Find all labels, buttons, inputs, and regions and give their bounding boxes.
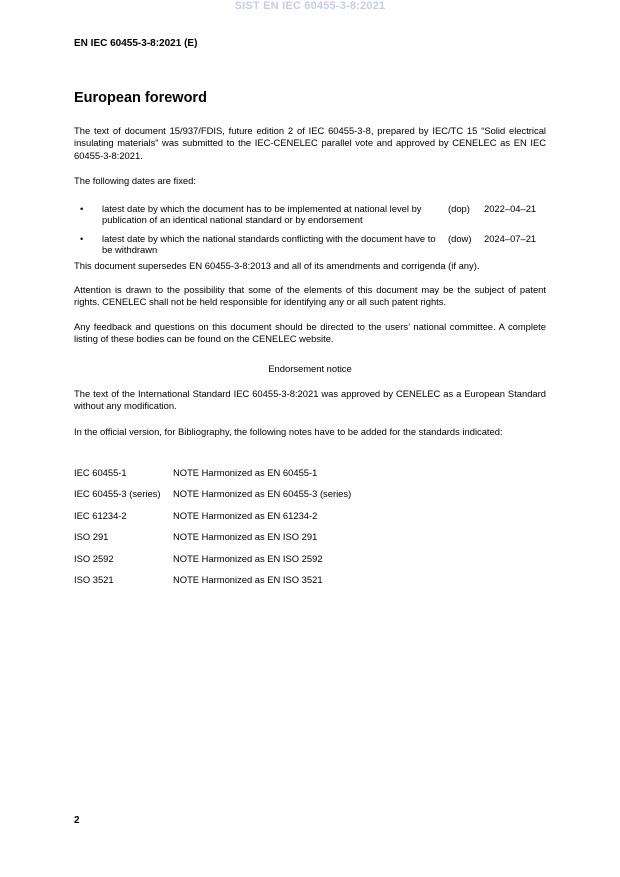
endorsement-paragraph: The text of the International Standard IEC 60455-3-8:2021 was approved by CENELEC as a European Standard without any modification.: [74, 388, 546, 412]
supersedes-paragraph: This document supersedes EN 60455-3-8:2013 and all of its amendments and corrigenda (if any).: [74, 260, 480, 271]
standard-code: ISO 2592: [74, 553, 114, 564]
feedback-paragraph: Any feedback and questions on this document should be directed to the users’ national committee. A complete listing of these bodies can be found on the CENELEC website.: [74, 321, 546, 345]
date-item-date: 2024–07–21: [484, 233, 537, 244]
intro-paragraph: The text of document 15/937/FDIS, future edition 2 of IEC 60455-3-8, prepared by IEC/TC 15 “Solid electrical insulating materials” was submitted to the IEC-CENELEC parallel vote and approved by CENELEC as EN IEC 60455-3-8:2021.: [74, 125, 546, 161]
date-item-text: latest date by which the document has to be implemented at national level by publication of an identical national standard or by endorsement: [102, 203, 422, 225]
standard-note: NOTE Harmonized as EN 60455-3 (series): [173, 488, 352, 499]
document-header: EN IEC 60455-3-8:2021 (E): [74, 38, 198, 49]
standard-note: NOTE Harmonized as EN ISO 3521: [173, 574, 323, 585]
standard-note: NOTE Harmonized as EN 60455-1: [173, 467, 318, 478]
endorsement-heading: Endorsement notice: [268, 363, 352, 374]
bibliography-intro: In the official version, for Bibliography, the following notes have to be added for the standards indicated:: [74, 426, 503, 437]
date-item-text: latest date by which the national standards conflicting with the document have to be withdrawn: [102, 233, 436, 255]
standard-note: NOTE Harmonized as EN 61234-2: [173, 510, 318, 521]
standard-note: NOTE Harmonized as EN ISO 2592: [173, 553, 323, 564]
page-number: 2: [74, 815, 80, 826]
bullet-icon: •: [80, 233, 84, 244]
watermark: SIST EN IEC 60455-3-8:2021: [234, 0, 386, 12]
standard-note: NOTE Harmonized as EN ISO 291: [173, 531, 318, 542]
attention-paragraph: Attention is drawn to the possibility that some of the elements of this document may be the subject of patent rights. CENELEC shall not be held responsible for identifying any or all such patent rights.: [74, 284, 546, 308]
date-item-tag: (dow): [448, 233, 472, 244]
dates-intro: The following dates are fixed:: [74, 175, 196, 186]
standard-code: IEC 61234-2: [74, 510, 127, 521]
page-title: European foreword: [74, 90, 207, 106]
standard-code: ISO 3521: [74, 574, 114, 585]
date-item-tag: (dop): [448, 203, 470, 214]
date-item-date: 2022–04–21: [484, 203, 537, 214]
bullet-icon: •: [80, 203, 84, 214]
standard-code: IEC 60455-1: [74, 467, 127, 478]
standard-code: ISO 291: [74, 531, 109, 542]
standard-code: IEC 60455-3 (series): [74, 488, 161, 499]
